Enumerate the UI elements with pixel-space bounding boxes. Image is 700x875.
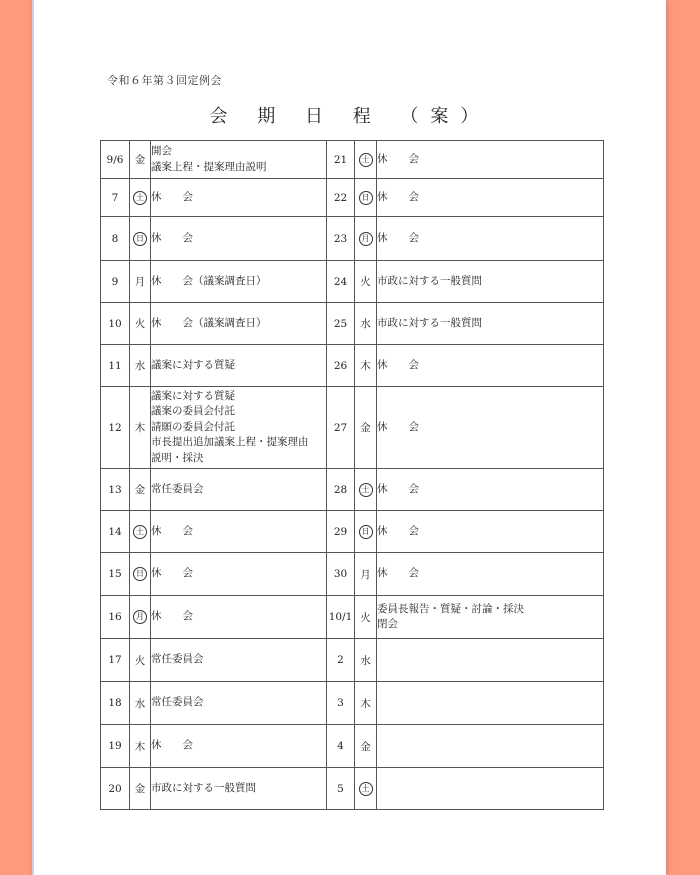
agenda-item: 休 会 — [151, 190, 193, 203]
agenda-item: 市政に対する一般質問 — [151, 781, 256, 794]
agenda-item: 議案に対する質疑 — [151, 358, 235, 371]
agenda-item: 休 会（議案調査日） — [151, 274, 267, 287]
holiday-circled-day: 日 — [133, 567, 147, 581]
weekday: 水 — [130, 345, 151, 387]
day-number: 12 — [101, 387, 130, 469]
day-number: 19 — [101, 725, 130, 768]
weekday — [355, 179, 377, 217]
weekday — [130, 511, 151, 553]
day-number: 16 — [101, 596, 130, 639]
agenda-item: 休 会 — [151, 567, 193, 580]
weekday: 木 — [355, 345, 377, 387]
day-number: 10 — [101, 303, 130, 345]
agenda-item: 常任委員会 — [151, 482, 204, 495]
agenda-cell — [151, 553, 327, 596]
schedule-row — [101, 141, 604, 179]
weekday: 木 — [130, 387, 151, 469]
day-number: 28 — [327, 469, 355, 511]
weekday: 木 — [355, 682, 377, 725]
day-number: 7 — [101, 179, 130, 217]
page-title: 会 期 日 程 （案） — [209, 106, 491, 127]
agenda-item: 市政に対する一般質問 — [377, 316, 482, 329]
day-number: 29 — [327, 511, 355, 553]
agenda-cell — [151, 179, 327, 217]
agenda-item: 休 会 — [377, 190, 419, 203]
day-number: 13 — [101, 469, 130, 511]
day-number: 3 — [327, 682, 355, 725]
day-number: 8 — [101, 217, 130, 261]
weekday: 金 — [130, 141, 151, 179]
weekday: 金 — [130, 469, 151, 511]
agenda-item: 常任委員会 — [151, 696, 204, 709]
holiday-circled-day: 月 — [133, 610, 147, 624]
weekday: 火 — [130, 639, 151, 682]
agenda-cell — [151, 141, 327, 179]
agenda-cell — [151, 217, 327, 261]
day-number: 23 — [327, 217, 355, 261]
schedule-row — [101, 303, 604, 345]
weekday — [355, 768, 377, 810]
agenda-item: 議案の委員会付託 — [151, 405, 235, 418]
day-number: 14 — [101, 511, 130, 553]
agenda-item: 委員長報告・質疑・討論・採決 — [377, 602, 524, 615]
weekday — [355, 217, 377, 261]
holiday-circled-day: 月 — [359, 232, 373, 246]
holiday-circled-day: 土 — [359, 153, 373, 167]
day-number: 26 — [327, 345, 355, 387]
agenda-item: 開会 — [151, 145, 172, 157]
schedule-row — [101, 469, 604, 511]
day-number: 21 — [327, 141, 355, 179]
day-number: 24 — [327, 261, 355, 303]
agenda-cell — [377, 682, 604, 725]
agenda-cell — [377, 179, 604, 217]
agenda-item: 議案に対する質疑 — [151, 389, 235, 402]
agenda-item: 市長提出追加議案上程・提案理由 — [151, 436, 309, 449]
agenda-cell — [151, 303, 327, 345]
schedule-row — [101, 261, 604, 303]
schedule-row — [101, 179, 604, 217]
holiday-circled-day: 土 — [133, 191, 147, 205]
agenda-cell — [377, 217, 604, 261]
day-number: 20 — [101, 768, 130, 810]
day-number: 18 — [101, 682, 130, 725]
agenda-item: 休 会 — [377, 567, 419, 580]
weekday — [355, 141, 377, 179]
agenda-item: 休 会 — [151, 524, 193, 537]
holiday-circled-day: 日 — [133, 232, 147, 246]
agenda-item: 休 会 — [377, 524, 419, 537]
schedule-row — [101, 639, 604, 682]
schedule-row — [101, 725, 604, 768]
agenda-cell — [377, 141, 604, 179]
weekday — [355, 469, 377, 511]
agenda-item: 請願の委員会付託 — [151, 420, 235, 433]
weekday: 水 — [355, 303, 377, 345]
weekday: 火 — [130, 303, 151, 345]
weekday: 月 — [355, 553, 377, 596]
agenda-item: 休 会 — [377, 482, 419, 495]
day-number: 10/1 — [327, 596, 355, 639]
schedule-row — [101, 768, 604, 810]
agenda-cell — [151, 596, 327, 639]
agenda-item: 休 会 — [151, 610, 193, 623]
day-number: 9/6 — [101, 141, 130, 179]
agenda-cell — [151, 725, 327, 768]
agenda-cell — [377, 768, 604, 810]
agenda-cell — [151, 387, 327, 469]
agenda-item: 市政に対する一般質問 — [377, 274, 482, 287]
weekday: 木 — [130, 725, 151, 768]
agenda-cell — [377, 469, 604, 511]
holiday-circled-day: 日 — [359, 191, 373, 205]
day-number: 5 — [327, 768, 355, 810]
schedule-row — [101, 345, 604, 387]
day-number: 11 — [101, 345, 130, 387]
agenda-item: 休 会 — [151, 231, 193, 244]
agenda-item: 休 会 — [377, 152, 419, 165]
agenda-item: 休 会 — [377, 420, 419, 433]
agenda-item: 休 会（議案調査日） — [151, 316, 267, 329]
schedule-row — [101, 511, 604, 553]
schedule-row — [101, 217, 604, 261]
agenda-item: 常任委員会 — [151, 653, 204, 666]
weekday: 金 — [355, 387, 377, 469]
agenda-cell — [151, 639, 327, 682]
document-page — [34, 0, 666, 875]
agenda-cell — [377, 553, 604, 596]
weekday: 金 — [130, 768, 151, 810]
agenda-cell — [151, 469, 327, 511]
agenda-cell — [377, 303, 604, 345]
weekday: 水 — [130, 682, 151, 725]
schedule-row — [101, 553, 604, 596]
weekday — [130, 596, 151, 639]
meeting-label: 令和６年第３回定例会 — [107, 74, 222, 87]
schedule-table — [100, 140, 604, 810]
day-number: 25 — [327, 303, 355, 345]
weekday: 金 — [355, 725, 377, 768]
schedule-row — [101, 596, 604, 639]
weekday: 火 — [355, 261, 377, 303]
agenda-item: 閉会 — [377, 618, 398, 630]
weekday — [355, 511, 377, 553]
agenda-cell — [377, 261, 604, 303]
day-number: 30 — [327, 553, 355, 596]
schedule-body — [101, 141, 604, 810]
holiday-circled-day: 日 — [359, 525, 373, 539]
agenda-item: 説明・採決 — [151, 451, 204, 464]
agenda-cell — [377, 639, 604, 682]
holiday-circled-day: 土 — [133, 525, 147, 539]
day-number: 17 — [101, 639, 130, 682]
holiday-circled-day: 土 — [359, 483, 373, 497]
day-number: 27 — [327, 387, 355, 469]
weekday — [130, 553, 151, 596]
agenda-item: 議案上程・提案理由説明 — [151, 160, 267, 173]
day-number: 4 — [327, 725, 355, 768]
agenda-item: 休 会 — [377, 231, 419, 244]
day-number: 9 — [101, 261, 130, 303]
agenda-cell — [151, 345, 327, 387]
agenda-cell — [151, 261, 327, 303]
holiday-circled-day: 土 — [359, 782, 373, 796]
weekday: 月 — [130, 261, 151, 303]
schedule-row — [101, 682, 604, 725]
day-number: 2 — [327, 639, 355, 682]
agenda-cell — [151, 682, 327, 725]
weekday: 水 — [355, 639, 377, 682]
day-number: 22 — [327, 179, 355, 217]
agenda-item: 休 会 — [377, 358, 419, 371]
agenda-cell — [377, 511, 604, 553]
agenda-cell — [151, 768, 327, 810]
weekday — [130, 217, 151, 261]
agenda-cell — [377, 387, 604, 469]
agenda-item: 休 会 — [151, 739, 193, 752]
weekday — [130, 179, 151, 217]
schedule-row — [101, 387, 604, 469]
agenda-cell — [377, 596, 604, 639]
agenda-cell — [151, 511, 327, 553]
weekday: 火 — [355, 596, 377, 639]
day-number: 15 — [101, 553, 130, 596]
agenda-cell — [377, 725, 604, 768]
agenda-cell — [377, 345, 604, 387]
